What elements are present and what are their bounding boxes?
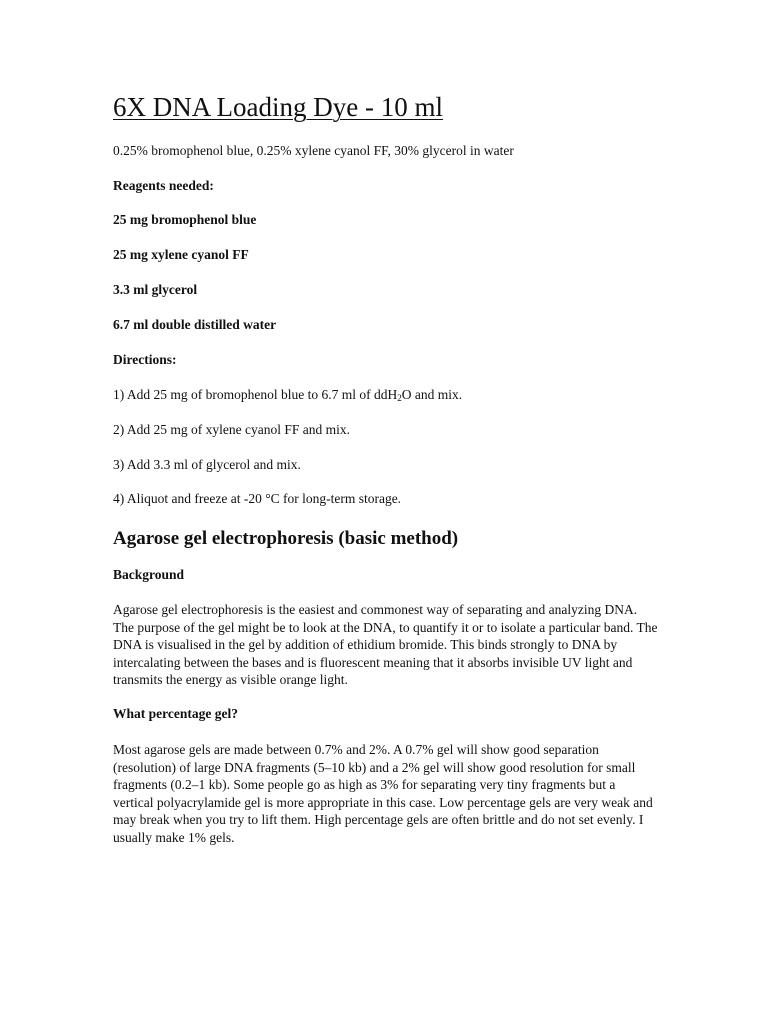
reagent-item: 25 mg bromophenol blue — [113, 212, 257, 227]
direction-step-3: 3) Add 3.3 ml of glycerol and mix. — [113, 457, 301, 472]
step-1-subscript: 2 — [397, 393, 402, 403]
percentage-paragraph: Most agarose gels are made between 0.7% and 2%. A 0.7% gel will show good separation (resolution) of large DNA fragments (5–10 kb) and a 2% gel will show good resolution for small fragments (0.2–1 kb). Some people go as high as 3% for separating very tiny fragments but a vertical polyacrylamide gel is more appropriate in this case. Low percentage gels are very weak and may break when you try to lift them. High percentage gels are often brittle and do not set evenly. I usually make 1% gels. — [113, 742, 653, 845]
reagent-item: 3.3 ml glycerol — [113, 282, 198, 297]
percentage-heading: What percentage gel? — [113, 706, 238, 721]
dye-composition: 0.25% bromophenol blue, 0.25% xylene cyanol FF, 30% glycerol in water — [113, 143, 514, 158]
section-heading: Agarose gel electrophoresis (basic method) — [113, 528, 459, 549]
step-1-text: 1) Add 25 mg of bromophenol blue to 6.7 ml of ddH — [113, 387, 398, 402]
direction-step-4: 4) Aliquot and freeze at -20 °C for long-term storage. — [113, 491, 402, 506]
reagent-item: 25 mg xylene cyanol FF — [113, 247, 249, 262]
background-heading: Background — [113, 567, 185, 582]
direction-step-2: 2) Add 25 mg of xylene cyanol FF and mix. — [113, 422, 350, 437]
direction-step-1 — [113, 387, 462, 403]
reagent-item: 6.7 ml double distilled water — [113, 317, 277, 332]
background-paragraph: Agarose gel electrophoresis is the easiest and commonest way of separating and analyzing DNA. The purpose of the gel might be to look at the DNA, to quantify it or to isolate a particular band. The DNA is visualised in the gel by addition of ethidium bromide. This binds strongly to DNA by intercalating between the bases and is fluorescent meaning that it absorbs invisible UV light and transmits the energy as visible orange light. — [113, 602, 658, 687]
directions-heading: Directions: — [113, 352, 177, 367]
reagents-heading: Reagents needed: — [113, 178, 214, 193]
page-title: 6X DNA Loading Dye - 10 ml — [113, 92, 443, 122]
step-1-text-end: O and mix. — [401, 387, 463, 402]
